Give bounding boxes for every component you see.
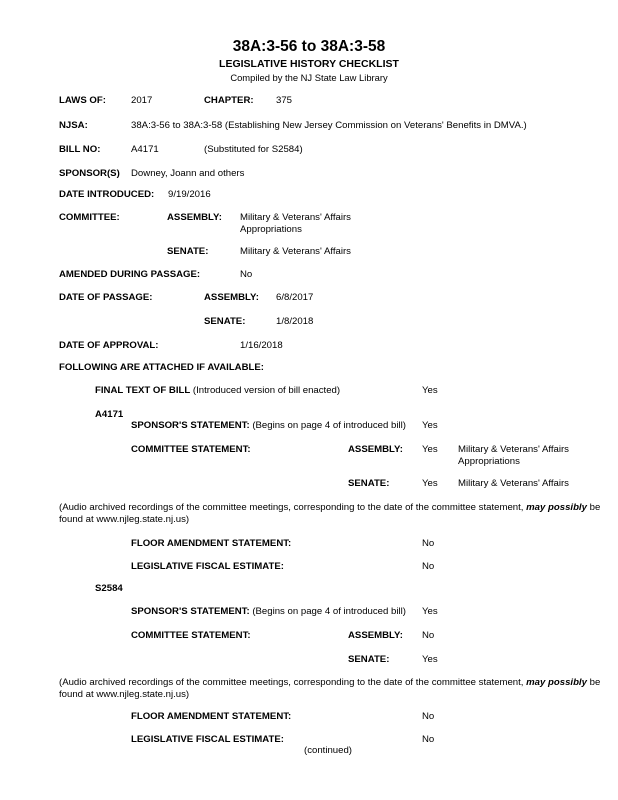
audio-note bbox=[59, 502, 615, 527]
a-committee-senate-value: Yes bbox=[422, 478, 438, 489]
njsa-value: 38A:3-56 to 38A:3-58 (Establishing New Jersey Commission on Veterans' Benefits in DMVA.) bbox=[131, 120, 527, 131]
a-committee-assembly-label: ASSEMBLY: bbox=[348, 444, 403, 455]
committee-assembly-label: ASSEMBLY: bbox=[167, 212, 222, 223]
final-text-value: Yes bbox=[422, 385, 438, 396]
audio-note-text: (Audio archived recordings of the committee meetings, corresponding to the date of the committee statement, bbox=[59, 502, 527, 513]
bill-no-note: (Substituted for S2584) bbox=[204, 144, 303, 155]
compiled-by: Compiled by the NJ State Law Library bbox=[230, 72, 388, 83]
s-sponsor-note: (Begins on page 4 of introduced bill) bbox=[252, 606, 406, 617]
a-committee-senate-name: Military & Veterans' Affairs bbox=[458, 478, 569, 489]
committee-assembly-value-2: Appropriations bbox=[240, 224, 302, 235]
s-committee-assembly-value: No bbox=[422, 630, 435, 641]
a-committee-assembly-value: Yes bbox=[422, 444, 438, 455]
final-text-row bbox=[95, 385, 340, 397]
laws-of-value: 2017 bbox=[131, 95, 153, 106]
passage-assembly-label: ASSEMBLY: bbox=[204, 292, 259, 303]
final-text-label: FINAL TEXT OF BILL bbox=[95, 385, 191, 396]
page-subtitle: LEGISLATIVE HISTORY CHECKLIST bbox=[219, 58, 399, 70]
amended-value: No bbox=[240, 269, 253, 280]
a-committee-assembly-name-2: Appropriations bbox=[458, 456, 520, 467]
committee-senate-value: Military & Veterans' Affairs bbox=[240, 246, 351, 257]
a-sponsor-note: (Begins on page 4 of introduced bill) bbox=[252, 420, 406, 431]
bill-no-label: BILL NO: bbox=[59, 144, 101, 155]
passage-senate-label: SENATE: bbox=[204, 316, 246, 327]
laws-of-label: LAWS OF: bbox=[59, 95, 106, 106]
continued-note: (continued) bbox=[304, 745, 352, 756]
passage-senate-value: 1/8/2018 bbox=[276, 316, 314, 327]
s-fiscal-label: LEGISLATIVE FISCAL ESTIMATE: bbox=[131, 734, 284, 745]
s-committee-senate-value: Yes bbox=[422, 654, 438, 665]
a-sponsor-value: Yes bbox=[422, 420, 438, 431]
s-sponsor-value: Yes bbox=[422, 606, 438, 617]
chapter-value: 375 bbox=[276, 95, 293, 106]
passage-label: DATE OF PASSAGE: bbox=[59, 292, 153, 303]
attached-heading: FOLLOWING ARE ATTACHED IF AVAILABLE: bbox=[59, 362, 264, 373]
approval-label: DATE OF APPROVAL: bbox=[59, 340, 159, 351]
s-sponsor-label: SPONSOR'S STATEMENT: bbox=[131, 606, 250, 617]
a-sponsor-label: SPONSOR'S STATEMENT: bbox=[131, 420, 250, 431]
audio-note-emphasis: may possibly bbox=[526, 502, 587, 513]
s-floor-value: No bbox=[422, 711, 435, 722]
sponsors-value: Downey, Joann and others bbox=[131, 168, 245, 179]
a-fiscal-value: No bbox=[422, 561, 435, 572]
a-sponsor-row bbox=[131, 420, 406, 432]
s-sponsor-row bbox=[131, 606, 406, 618]
amended-label: AMENDED DURING PASSAGE: bbox=[59, 269, 201, 280]
passage-assembly-value: 6/8/2017 bbox=[276, 292, 314, 303]
committee-senate-label: SENATE: bbox=[167, 246, 209, 257]
s-floor-label: FLOOR AMENDMENT STATEMENT: bbox=[131, 711, 292, 722]
a-committee-label: COMMITTEE STATEMENT: bbox=[131, 444, 251, 455]
audio-note-2-text-end: be found at www.njleg.state.nj.us) bbox=[59, 677, 601, 701]
page-title: 38A:3-56 to 38A:3-58 bbox=[232, 38, 386, 55]
audio-note-text-end: be found at www.njleg.state.nj.us) bbox=[59, 502, 601, 526]
a-committee-assembly-name-1: Military & Veterans' Affairs bbox=[458, 444, 569, 455]
a-bill-id: A4171 bbox=[95, 409, 124, 420]
s-bill-id: S2584 bbox=[95, 583, 123, 594]
committee-assembly-value-1: Military & Veterans' Affairs bbox=[240, 212, 351, 223]
audio-note-2 bbox=[59, 677, 615, 702]
audio-note-2-text: (Audio archived recordings of the committee meetings, corresponding to the date of the committee statement, bbox=[59, 677, 527, 688]
final-text-note: (Introduced version of bill enacted) bbox=[192, 385, 341, 396]
a-fiscal-label: LEGISLATIVE FISCAL ESTIMATE: bbox=[131, 561, 284, 572]
committee-label: COMMITTEE: bbox=[59, 212, 120, 223]
s-committee-label: COMMITTEE STATEMENT: bbox=[131, 630, 251, 641]
chapter-label: CHAPTER: bbox=[204, 95, 254, 106]
s-committee-assembly-label: ASSEMBLY: bbox=[348, 630, 403, 641]
a-floor-value: No bbox=[422, 538, 435, 549]
s-committee-senate-label: SENATE: bbox=[348, 654, 390, 665]
approval-value: 1/16/2018 bbox=[240, 340, 283, 351]
audio-note-2-emphasis: may possibly bbox=[526, 677, 587, 688]
sponsors-label: SPONSOR(S) bbox=[59, 168, 120, 179]
a-floor-label: FLOOR AMENDMENT STATEMENT: bbox=[131, 538, 292, 549]
bill-no-value: A4171 bbox=[131, 144, 159, 155]
date-introduced-label: DATE INTRODUCED: bbox=[59, 189, 155, 200]
s-fiscal-value: No bbox=[422, 734, 435, 745]
date-introduced-value: 9/19/2016 bbox=[168, 189, 211, 200]
njsa-label: NJSA: bbox=[59, 120, 88, 131]
a-committee-senate-label: SENATE: bbox=[348, 478, 390, 489]
